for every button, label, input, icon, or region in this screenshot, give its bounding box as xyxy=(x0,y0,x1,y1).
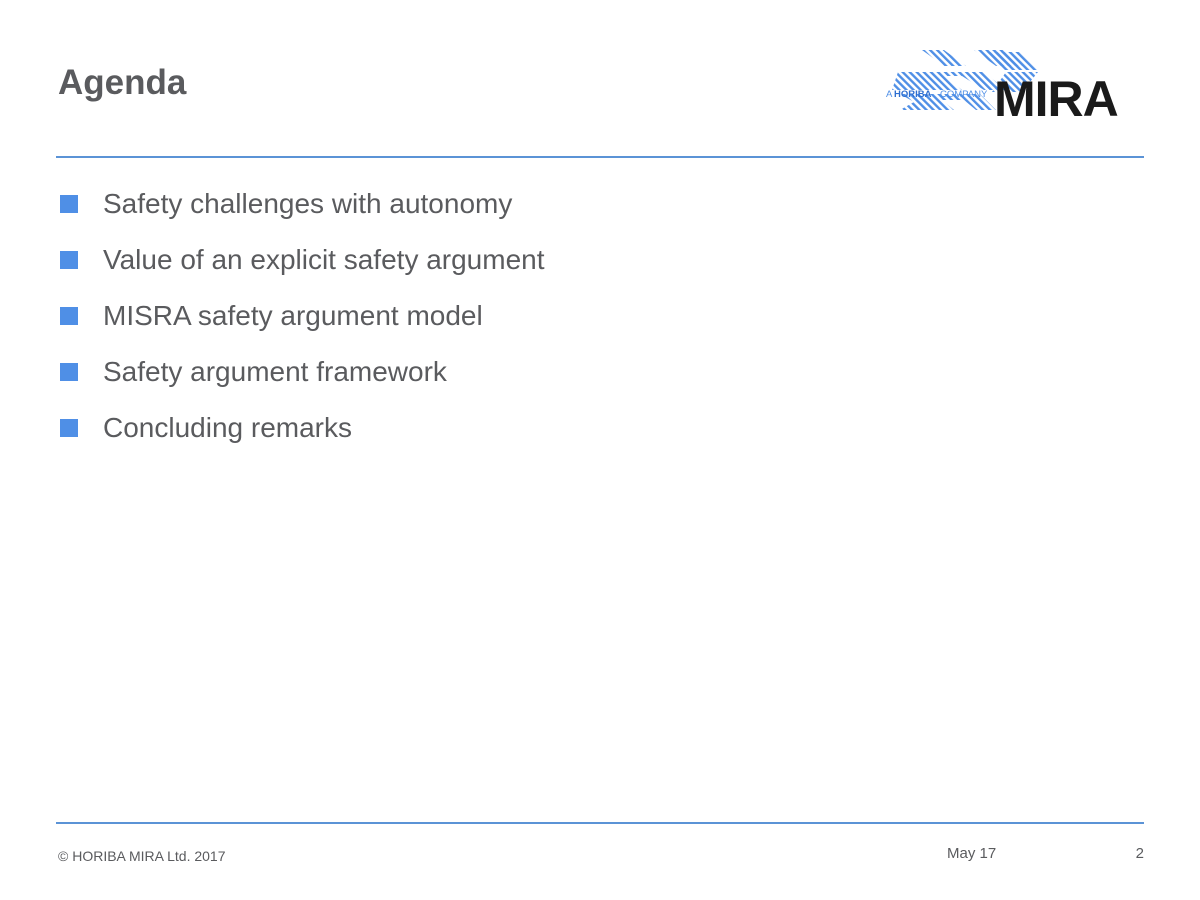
square-bullet-icon xyxy=(60,251,78,269)
square-bullet-icon xyxy=(60,307,78,325)
agenda-item xyxy=(60,232,545,288)
hatched-arrow-logo-icon xyxy=(884,48,1146,120)
agenda-item-text: Safety argument framework xyxy=(103,356,447,387)
header-divider xyxy=(56,156,1144,158)
logo-tagline-prefix: A xyxy=(886,89,893,100)
agenda-item-text: Safety challenges with autonomy xyxy=(103,188,513,219)
footer-date: May 17 xyxy=(947,845,997,862)
square-bullet-icon xyxy=(60,363,78,381)
agenda-item xyxy=(60,176,545,232)
square-bullet-icon xyxy=(60,419,78,437)
agenda-item-text: Value of an explicit safety argument xyxy=(103,244,545,275)
mira-logo xyxy=(884,48,1146,120)
logo-brand-text: MIRA xyxy=(994,71,1118,120)
agenda-item xyxy=(60,344,545,400)
agenda-item xyxy=(60,400,545,456)
agenda-item-text: MISRA safety argument model xyxy=(103,300,483,331)
square-bullet-icon xyxy=(60,195,78,213)
footer-divider xyxy=(56,822,1144,824)
agenda-item-text: Concluding remarks xyxy=(103,412,352,443)
slide-title: Agenda xyxy=(58,63,187,102)
agenda-list xyxy=(60,176,545,456)
agenda-item xyxy=(60,288,545,344)
logo-tagline-company: HORIBA xyxy=(894,89,932,100)
footer-copyright: © HORIBA MIRA Ltd. 2017 xyxy=(58,848,226,864)
logo-tagline-suffix: COMPANY xyxy=(940,89,988,100)
page-number: 2 xyxy=(1135,845,1144,862)
